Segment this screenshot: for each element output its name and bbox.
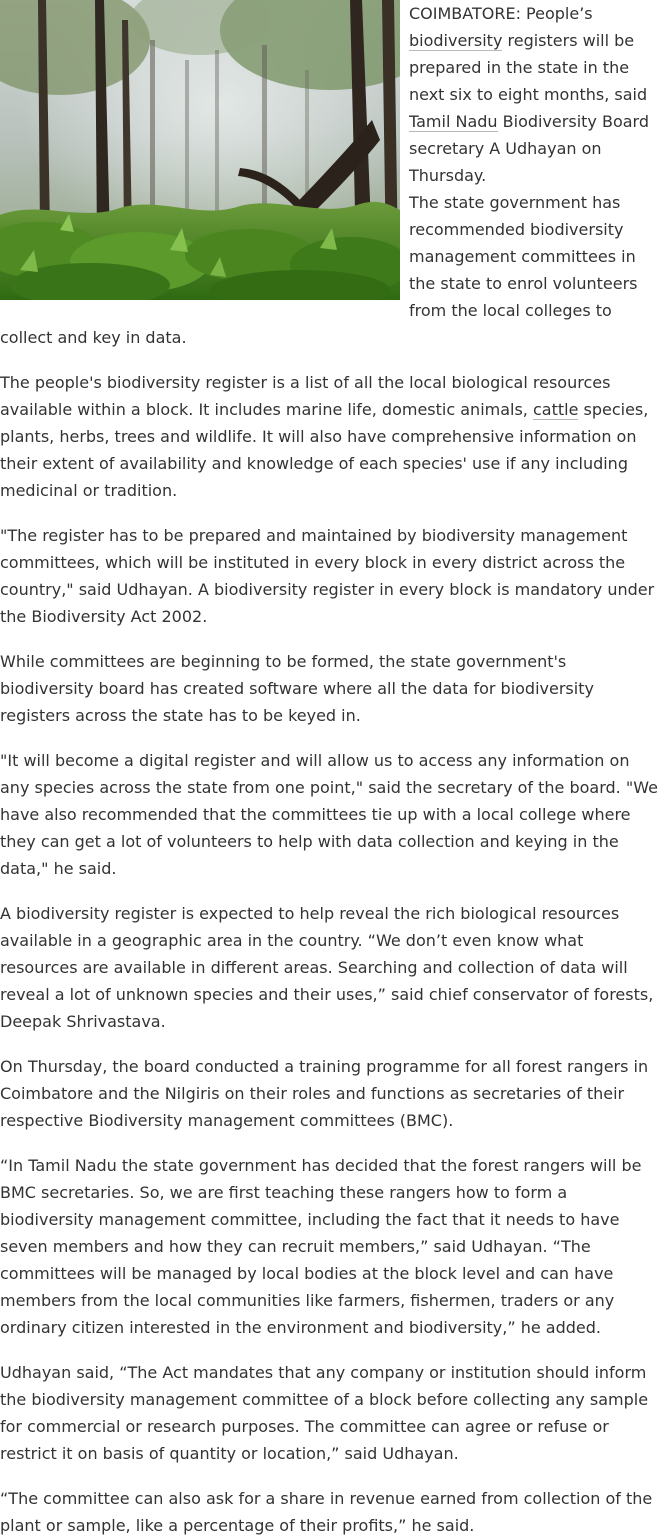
paragraph-3-end: species, plants, herbs, trees and wildlife. It will also have comprehensive information on their extent of availability and knowledge of each species' use if any including medicinal or tradition. xyxy=(0,400,649,500)
paragraph-2: The state government has recommended biodiversity management committees in the state to enrol volunteers from the local colleges to collect and key in data. xyxy=(0,193,638,347)
lead-text-start: COIMBATORE: People’s xyxy=(409,4,593,23)
paragraph-5: While committees are beginning to be formed, the state government's biodiversity board has created software where all the data for biodiversity registers across the state has to be keyed in. xyxy=(0,652,594,725)
lead-text-end: Biodiversity Board secretary A Udhayan on Thursday. xyxy=(409,112,649,185)
forest-photo xyxy=(0,0,400,300)
paragraph-4: "The register has to be prepared and maintained by biodiversity management committees, which will be instituted in every block in every district across the country," said Udhayan. A biodiversity register in every block is mandatory under the Biodiversity Act 2002. xyxy=(0,526,655,626)
lead-text-middle: registers will be prepared in the state in the next six to eight months, said xyxy=(409,31,648,104)
paragraph-8: On Thursday, the board conducted a training programme for all forest rangers in Coimbatore and the Nilgiris on their roles and functions as secretaries of their respective Biodiversity management committees (BMC). xyxy=(0,1057,649,1130)
cattle-link[interactable]: cattle xyxy=(532,400,579,419)
paragraph-3-start: The people's biodiversity register is a list of all the local biological resources available within a block. It includes marine life, domestic animals, xyxy=(0,373,611,419)
biodiversity-link[interactable]: biodiversity xyxy=(409,31,503,50)
paragraph-7: A biodiversity register is expected to help reveal the rich biological resources available in a geographic area in the country. “We don’t even know what resources are available in different areas. Searching and collection of data will reveal a lot of unknown species and their uses,” said chief conservator of forests, Deepak Shrivastava. xyxy=(0,904,654,1031)
paragraph-3 xyxy=(0,369,662,504)
paragraph-9: “In Tamil Nadu the state government has decided that the forest rangers will be BMC secretaries. So, we are first teaching these rangers how to form a biodiversity management committee, including the fact that it needs to have seven members and how they can recruit members,” said Udhayan. “The committees will be managed by local bodies at the block level and can have members from the local communities like farmers, fishermen, traders or any ordinary citizen interested in the environment and biodiversity,” he added. xyxy=(0,1156,642,1337)
paragraph-6: "It will become a digital register and will allow us to access any information on any species across the state from one point," said the secretary of the board. "We have also recommended that the committees tie up with a local college where they can get a lot of volunteers to help with data collection and keying in the data," he said. xyxy=(0,751,658,878)
tamil-nadu-link[interactable]: Tamil Nadu xyxy=(409,112,498,131)
paragraph-11: “The committee can also ask for a share in revenue earned from collection of the plant or sample, like a percentage of their profits,” he said. xyxy=(0,1489,653,1535)
paragraph-10: Udhayan said, “The Act mandates that any company or institution should inform the biodiversity management committee of a block before collecting any sample for commercial or research purposes. The committee can agree or refuse or restrict it on basis of quantity or location,” said Udhayan. xyxy=(0,1363,649,1463)
